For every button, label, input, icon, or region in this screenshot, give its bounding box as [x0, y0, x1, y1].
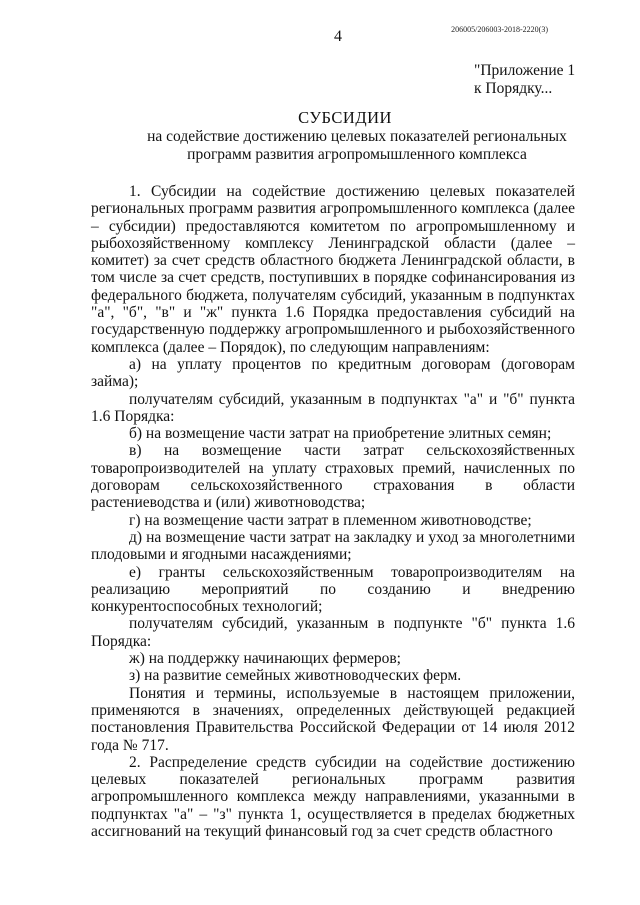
appendix-reference	[474, 62, 575, 98]
recipients-note-2: получателям субсидий, указанным в подпункте "б" пункта 1.6 Порядка:	[91, 615, 575, 650]
item-zh: ж) на поддержку начинающих фермеров;	[129, 650, 401, 668]
item-v: в) на возмещение части затрат сельскохозяйственных товаропроизводителей на уплату страховых премий, начисленных по договорам сельскохозяйственного страхования в области растениеводства и (или) животноводства;	[91, 442, 575, 512]
appendix-line-1: "Приложение 1	[474, 62, 576, 79]
paragraph-2: 2. Распределение средств субсидии на содействие достижению целевых показателей региональных программ развития агропромышленного комплекса между направлениями, указанными в подпунктах "а" – "з" пункта 1, осуществляется в пределах бюджетных ассигнований на текущий финансовый год за счет средств областного	[91, 753, 575, 840]
terms-paragraph: Понятия и термины, используемые в настоящем приложении, применяются в значениях, определенных действующей редакцией постановления Правительства Российской Федерации от 14 июля 2012 года № 717.	[91, 684, 575, 754]
document-body	[91, 183, 575, 840]
subtitle-line-1: на содействие достижению целевых показателей региональных	[147, 128, 567, 145]
page-number: 4	[334, 28, 342, 45]
document-subtitle	[0, 128, 640, 164]
item-a: а) на уплату процентов по кредитным договорам (договорам займа);	[91, 355, 575, 391]
document-title: СУБСИДИИ	[298, 108, 392, 127]
item-z: з) на развитие семейных животноводческих ферм.	[129, 667, 462, 685]
appendix-line-2: к Порядку...	[474, 80, 553, 97]
recipients-note-1: получателям субсидий, указанным в подпунктах "а" и "б" пункта 1.6 Порядка:	[91, 390, 575, 425]
document-code: 206005/206003-2018-2220(3)	[451, 25, 548, 34]
paragraph-1: 1. Субсидии на содействие достижению целевых показателей региональных программ развития агропромышленного комплекса (далее – субсидии) предоставляются комитетом по агропромышленному и рыбохозяйственному комплексу Ленинградской области (далее – комитет) за счет средств областного бюджета Ленинградской области, в том числе за счет средств, поступивших в порядке софинансирования из федерального бюджета, получателям субсидий, указанным в подпунктах "а", "б", "в" и "ж" пункта 1.6 Порядка предоставления субсидий на государственную поддержку агропромышленного и рыбохозяйственного комплекса (далее – Порядок), по следующим направлениям:	[91, 183, 575, 356]
subtitle-line-2: программ развития агропромышленного комплекса	[187, 146, 527, 163]
item-g: г) на возмещение части затрат в племенном животноводстве;	[129, 511, 532, 529]
item-d: д) на возмещение части затрат на закладку и уход за многолетними плодовыми и ягодными насаждениями;	[91, 528, 575, 564]
item-e: е) гранты сельскохозяйственным товаропроизводителям на реализацию мероприятий по созданию и внедрению конкурентоспособных технологий;	[91, 563, 575, 616]
item-b: б) на возмещение части затрат на приобретение элитных семян;	[129, 425, 552, 443]
